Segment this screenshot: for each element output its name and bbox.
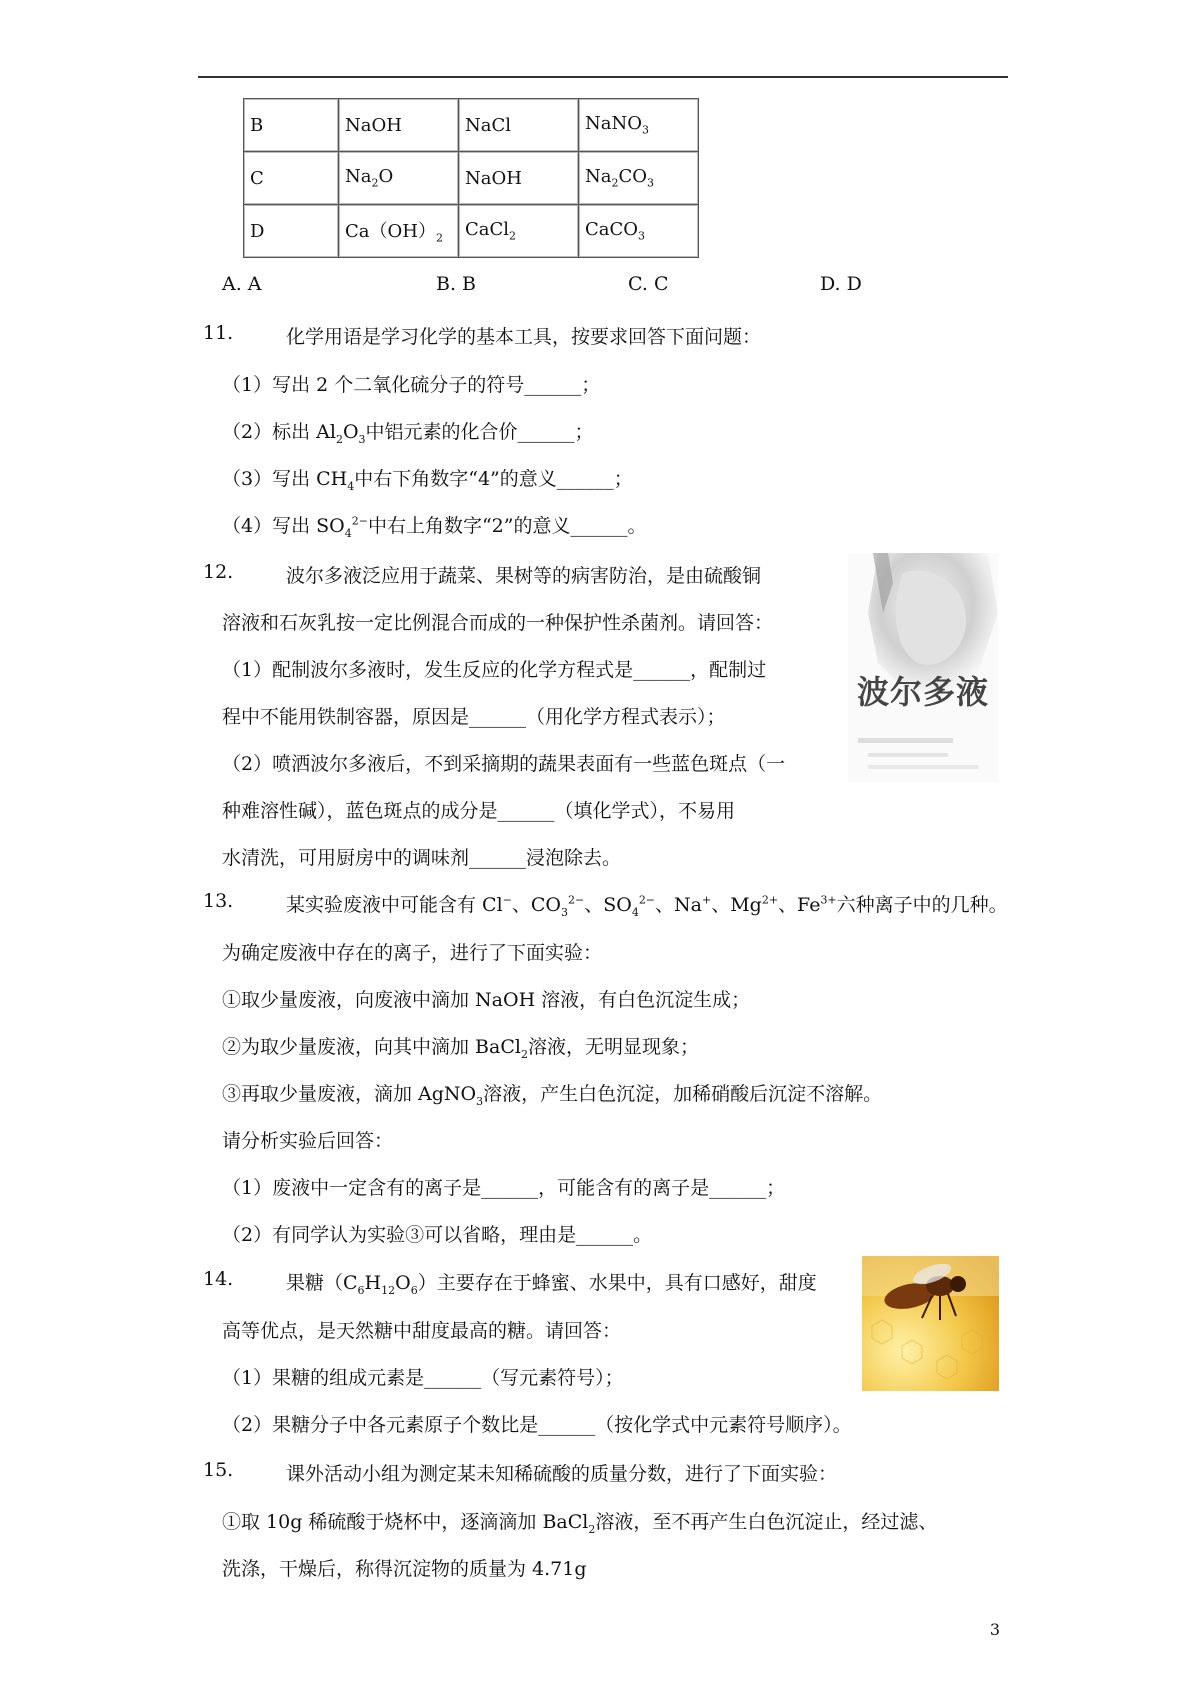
question-line: 洗涤，干燥后，称得沉淀物的质量为 4.71g	[222, 1558, 587, 1580]
question-line: 高等优点，是天然糖中甜度最高的糖。请回答：	[222, 1320, 622, 1342]
table-row	[244, 152, 699, 205]
question-line: ②为取少量废液，向其中滴加 BaCl$_2$溶液，无明显现象；	[222, 1036, 699, 1061]
question-line: （2）果糖分子中各元素原子个数比是______（按化学式中元素符号顺序）。	[222, 1414, 852, 1436]
choice-a: A. A	[222, 273, 262, 295]
question-line: （2）有同学认为实验③可以省略，理由是______。	[222, 1224, 653, 1246]
table-row	[244, 99, 699, 152]
bee-icon	[862, 1256, 999, 1391]
question-line: 为确定废液中存在的离子，进行了下面实验：	[222, 942, 603, 964]
question-line: ③再取少量废液，滴加 AgNO$_3$溶液，产生白色沉淀，加稀硝酸后沉淀不溶解。	[222, 1083, 883, 1108]
question-line: （1）废液中一定含有的离子是______，可能含有的离子是______；	[222, 1177, 786, 1199]
table-cell: CaCl$_2$	[459, 205, 579, 258]
question-number: 13.	[203, 890, 234, 912]
table-cell: CaCO$_3$	[579, 205, 699, 258]
question-line: 程中不能用铁制容器，原因是______（用化学方程式表示）；	[222, 706, 726, 728]
question-line: 水清洗，可用厨房中的调味剂______浸泡除去。	[222, 847, 622, 869]
question-line: 某实验废液中可能含有 Cl−、$CO_3^{2-}$、$SO_4^{2-}$、Na+、$Mg^{2+}$、$Fe^{3+}$六种离子中的几种。	[286, 893, 1008, 919]
question-line: （1）果糖的组成元素是______（写元素符号）；	[222, 1367, 624, 1389]
question-line: 溶液和石灰乳按一定比例混合而成的一种保护性杀菌剂。请回答：	[222, 612, 774, 634]
question-line: ①取 10g 稀硫酸于烧杯中，逐滴滴加 BaCl$_2$溶液，至不再产生白色沉淀止，经过滤、	[222, 1511, 938, 1536]
question-part: （3）写出 $CH_4$中右下角数字“4”的意义______；	[222, 468, 633, 493]
bordeaux-mixture-photo	[848, 553, 998, 783]
question-number: 11.	[203, 322, 234, 344]
question-number: 15.	[203, 1459, 234, 1481]
question-stem: 化学用语是学习化学的基本工具，按要求回答下面问题：	[286, 326, 762, 348]
table-cell: NaCl	[459, 99, 579, 152]
question-line: 果糖$(C_6H_{12}O_6)$主要存在于蜂蜜、水果中，具有口感好，甜度	[286, 1272, 817, 1297]
question-part: （2）标出 $Al_2O_3$中铝元素的化合价______；	[222, 421, 594, 446]
question-line: 种难溶性碱），蓝色斑点的成分是______（填化学式），不易用	[222, 800, 736, 822]
options-table	[243, 98, 699, 258]
table-cell: C	[244, 152, 339, 205]
table-cell: NaOH	[339, 99, 459, 152]
question-part: （1）写出 2 个二氧化硫分子的符号______；	[222, 374, 601, 396]
choice-d: D. D	[820, 273, 862, 295]
choice-c: C. C	[628, 273, 669, 295]
table-cell: D	[244, 205, 339, 258]
header-rule	[198, 76, 1008, 78]
question-line: （1）配制波尔多液时，发生反应的化学方程式是______，配制过	[222, 659, 767, 681]
question-line: 课外活动小组为测定某未知稀硫酸的质量分数，进行了下面实验：	[286, 1463, 838, 1485]
page-number: 3	[989, 1620, 1000, 1639]
question-number: 14.	[203, 1268, 234, 1290]
table-cell: $Na_2CO_3$	[579, 152, 699, 205]
choice-b: B. B	[436, 273, 477, 295]
question-line: 波尔多液泛应用于蔬菜、果树等的病害防治，是由硫酸铜	[286, 565, 762, 587]
question-line: （2）喷洒波尔多液后，不到采摘期的蔬果表面有一些蓝色斑点（一	[222, 753, 786, 775]
table-row	[244, 205, 699, 258]
question-number: 12.	[203, 561, 234, 583]
question-part: （4）写出 $SO_4^{2-}$中右上角数字“2”的意义______。	[222, 514, 647, 540]
table-cell: NaNO$_3$	[579, 99, 699, 152]
table-cell: B	[244, 99, 339, 152]
bordeaux-image-text: 波尔多液	[856, 673, 989, 711]
question-line: ①取少量废液，向废液中滴加 NaOH 溶液，有白色沉淀生成；	[222, 989, 751, 1011]
table-cell: NaOH	[459, 152, 579, 205]
table-cell: $Na_2O$	[339, 152, 459, 205]
table-cell: $Ca(OH)_2$	[339, 205, 459, 258]
honey-bee-photo	[862, 1256, 999, 1391]
question-line: 请分析实验后回答：	[222, 1130, 394, 1152]
